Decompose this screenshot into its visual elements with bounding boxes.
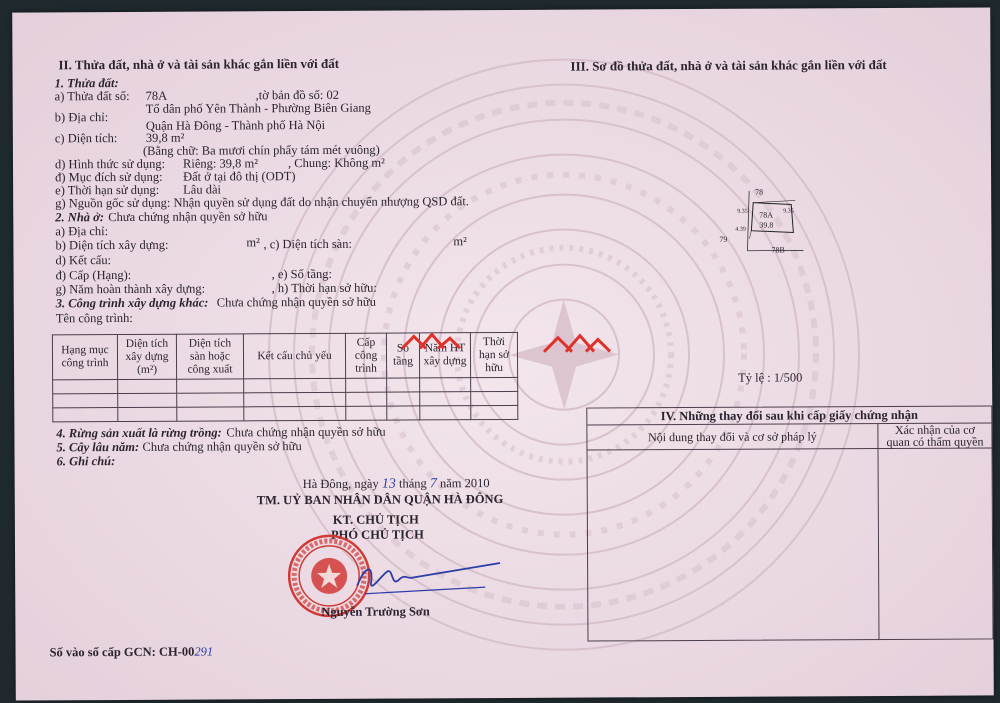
parcel-number-value: 78A bbox=[145, 88, 168, 103]
house-floor-area-label: , c) Diện tích sàn: bbox=[263, 236, 352, 252]
changes-col-content: Nội dung thay đổi và cơ sở pháp lý bbox=[587, 424, 878, 451]
house-watermark-icon bbox=[398, 326, 462, 356]
signing-date: Hà Đông, ngày 13 tháng 7 năm 2010 bbox=[302, 476, 490, 492]
certificate-page bbox=[12, 7, 994, 700]
house-heading: 2. Nhà ở: bbox=[55, 210, 105, 225]
changes-col-confirm: Xác nhận của cơ quan có thẩm quyền bbox=[878, 423, 991, 449]
plan-dim-right: 9.35 bbox=[783, 208, 794, 215]
use-form-common: , Chung: Không m² bbox=[287, 155, 385, 171]
signature bbox=[335, 545, 505, 601]
changes-column-divider bbox=[878, 449, 880, 639]
col-term: Thời hạn sở hữu bbox=[470, 332, 517, 377]
parcel-number-label: a) Thửa đất số: bbox=[54, 88, 130, 104]
house-floor-area-unit: m² bbox=[453, 234, 467, 249]
plan-dim-left: 9.35 bbox=[737, 208, 748, 215]
house-watermark-icon bbox=[540, 327, 612, 357]
use-purpose-value: Đất ở tại đô thị (ODT) bbox=[183, 169, 296, 184]
table-row bbox=[53, 405, 518, 421]
forest-heading: 4. Rừng sản xuất là rừng trồng: bbox=[56, 425, 222, 441]
house-grade-label: đ) Cấp (Hạng): bbox=[55, 267, 132, 283]
house-floors-label: , e) Số tầng: bbox=[271, 266, 333, 282]
plan-label-parcel: 78A bbox=[759, 210, 774, 220]
section-3-title: III. Sơ đồ thửa đất, nhà ở và tài sản khác gắn liền với đất bbox=[570, 56, 887, 74]
signer-role-1: KT. CHỦ TỊCH bbox=[332, 512, 419, 527]
perennial-value: Chưa chứng nhận quyền sở hữu bbox=[142, 439, 302, 454]
house-heading-value: Chưa chứng nhận quyền sở hữu bbox=[108, 209, 268, 225]
works-name-label: Tên công trình: bbox=[55, 310, 133, 326]
col-floors: Số tầng bbox=[386, 333, 419, 378]
section-2-title: II. Thửa đất, nhà ở và tài sản khác gắn liền với đất bbox=[58, 55, 340, 73]
address-label: b) Địa chỉ: bbox=[54, 110, 109, 125]
forest-value: Chưa chứng nhận quyền sở hữu bbox=[226, 424, 386, 440]
col-floor-area: Diện tích sàn hoặc công xuất bbox=[176, 334, 243, 379]
address-line-2: Quận Hà Đông - Thành phố Hà Nội bbox=[145, 117, 326, 133]
plan-label-north: 78 bbox=[755, 187, 764, 197]
registry-number: Số vào sổ cấp GCN: CH-00291 bbox=[49, 644, 214, 660]
col-item: Hạng mục công trình bbox=[52, 335, 117, 380]
use-purpose-label: đ) Mục đích sử dụng: bbox=[55, 169, 163, 185]
col-grade: Cấp công trình bbox=[345, 333, 386, 378]
house-address-label: a) Địa chỉ: bbox=[55, 224, 109, 239]
works-heading-value: Chưa chứng nhận quyền sở hữu bbox=[216, 294, 376, 310]
signing-month: 7 bbox=[429, 476, 437, 492]
works-heading: 3. Công trình xây dựng khác: bbox=[55, 295, 209, 311]
use-term-value: Lâu dài bbox=[183, 182, 222, 197]
plan-label-area: 39.8 bbox=[759, 220, 774, 230]
land-heading: 1. Thửa đất: bbox=[54, 76, 119, 91]
address-line-1: Tổ dân phố Yên Thành - Phường Biên Giang bbox=[145, 100, 371, 116]
col-year: Năm HT xây dựng bbox=[419, 333, 470, 378]
changes-table bbox=[586, 405, 993, 641]
col-structure: Kết cấu chủ yếu bbox=[243, 333, 345, 379]
house-term-label: , h) Thời hạn sở hữu: bbox=[271, 280, 377, 296]
house-build-area-unit: m² bbox=[246, 235, 260, 250]
signer-name: Nguyễn Trường Sơn bbox=[321, 604, 430, 619]
plan-label-south: 78B bbox=[771, 245, 785, 255]
use-term-label: e) Thời hạn sử dụng: bbox=[55, 182, 160, 198]
issuing-authority: TM. UỶ BAN NHÂN DÂN QUẬN HÀ ĐÔNG bbox=[256, 492, 504, 508]
area-in-words: (Bằng chữ: Ba mươi chín phẩy tám mét vuông) bbox=[142, 142, 380, 158]
plan-label-west: 79 bbox=[719, 234, 728, 244]
col-build-area: Diện tích xây dựng (m²) bbox=[117, 334, 176, 379]
use-form-label: d) Hình thức sử dụng: bbox=[54, 156, 166, 172]
map-sheet-value: ,tờ bản đồ số: 02 bbox=[255, 87, 340, 103]
changes-title: IV. Những thay đổi sau khi cấp giấy chứng nhận bbox=[587, 406, 991, 425]
parcel-sketch bbox=[713, 190, 803, 260]
signer-role-2: PHÓ CHỦ TỊCH bbox=[330, 527, 424, 542]
house-structure-label: d) Kết cấu: bbox=[55, 253, 112, 268]
notes-heading: 6. Ghi chú: bbox=[56, 454, 116, 469]
use-form-private: Riêng: 39,8 m² bbox=[182, 156, 258, 171]
use-origin: g) Nguồn gốc sử dụng: Nhận quyền sử dụng đất do nhận chuyển nhượng QSD đất. bbox=[55, 194, 469, 211]
house-build-area-label: b) Diện tích xây dựng: bbox=[55, 237, 169, 253]
plan-dim-bottom: 4.39 bbox=[735, 226, 746, 233]
perennial-heading: 5. Cây lâu năm: bbox=[56, 439, 140, 455]
area-value: 39,8 m² bbox=[145, 130, 185, 145]
signing-day: 13 bbox=[381, 476, 396, 492]
plan-scale: Tỷ lệ : 1/500 bbox=[738, 370, 803, 385]
area-label: c) Diện tích: bbox=[54, 131, 118, 146]
house-year-label: g) Năm hoàn thành xây dựng: bbox=[55, 281, 206, 297]
